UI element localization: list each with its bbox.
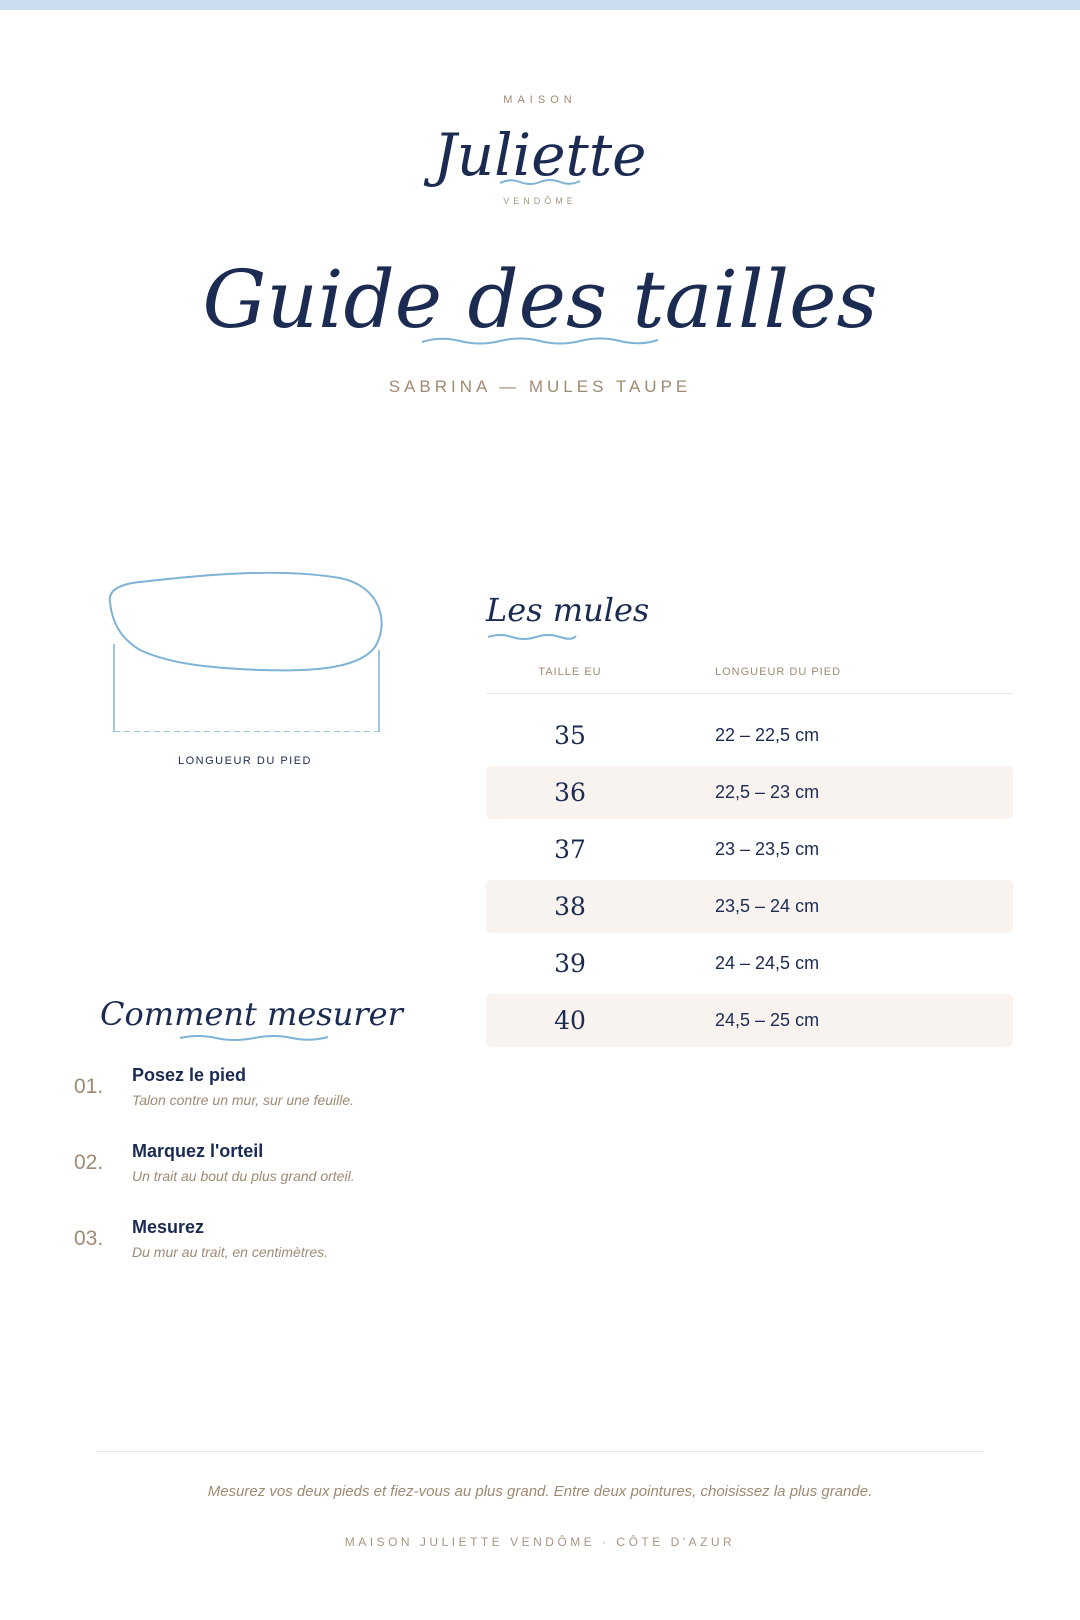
length-cell: 24 – 24,5 cm: [715, 953, 820, 973]
size-cell: 37: [554, 835, 586, 864]
section-title-measure: Comment mesurer: [100, 995, 403, 1033]
table-row: [486, 994, 1013, 1047]
length-cell: 22,5 – 23 cm: [715, 782, 820, 802]
foot-outline: [110, 573, 382, 671]
size-cell: 36: [554, 778, 586, 807]
page-title: Guide des tailles: [202, 253, 878, 346]
table-divider: [486, 693, 1013, 694]
table-row: [486, 709, 1013, 762]
size-cell: 40: [554, 1006, 586, 1035]
column-header-size: TAILLE EU: [538, 666, 602, 678]
table-row: [486, 880, 1013, 933]
measure-step: [74, 1217, 434, 1281]
size-table: [486, 709, 1013, 1051]
step-description: Du mur au trait, en centimètres.: [132, 1244, 329, 1260]
brand-logo-name: Juliette: [433, 121, 647, 189]
step-number: 03.: [74, 1227, 104, 1250]
diagram-caption: LONGUEUR DU PIED: [177, 755, 313, 767]
length-cell: 24,5 – 25 cm: [715, 1010, 820, 1030]
measure-step: [74, 1141, 434, 1205]
length-cell: 23 – 23,5 cm: [715, 839, 820, 859]
footer-divider: [96, 1451, 984, 1452]
table-row: [486, 937, 1013, 990]
brand-underline-wave: [498, 177, 582, 187]
table-row: [486, 766, 1013, 819]
column-header-length: LONGUEUR DU PIED: [715, 666, 842, 678]
step-description: Talon contre un mur, sur une feuille.: [132, 1092, 355, 1108]
size-cell: 39: [554, 949, 586, 978]
title-underline-wave: [420, 334, 660, 348]
brand-subline: VENDÔME: [503, 196, 577, 206]
footer-brand: MAISON JULIETTE VENDÔME · CÔTE D'AZUR: [344, 1535, 736, 1549]
size-cell: 35: [554, 721, 586, 750]
length-cell: 23,5 – 24 cm: [715, 896, 820, 916]
measure-step: [74, 1065, 434, 1129]
brand-eyebrow: MAISON: [503, 94, 577, 106]
size-cell: 38: [554, 892, 586, 921]
step-description: Un trait au bout du plus grand orteil.: [132, 1168, 355, 1184]
mules-title-underline: [486, 632, 578, 642]
length-cell: 22 – 22,5 cm: [715, 725, 820, 745]
table-row: [486, 823, 1013, 876]
top-accent-bar: [0, 0, 1080, 10]
page-subtitle: SABRINA — MULES TAUPE: [388, 377, 692, 396]
step-title: Posez le pied: [132, 1065, 247, 1085]
foot-outline-diagram: [100, 572, 390, 732]
step-number: 02.: [74, 1151, 104, 1174]
section-title-mules: Les mules: [486, 591, 650, 629]
step-title: Marquez l'orteil: [132, 1141, 264, 1161]
step-number: 01.: [74, 1075, 104, 1098]
measure-title-underline: [178, 1033, 330, 1043]
footer-note: Mesurez vos deux pieds et fiez-vous au plus grand. Entre deux pointures, choisissez la plus grande.: [207, 1483, 873, 1500]
step-title: Mesurez: [132, 1217, 205, 1237]
